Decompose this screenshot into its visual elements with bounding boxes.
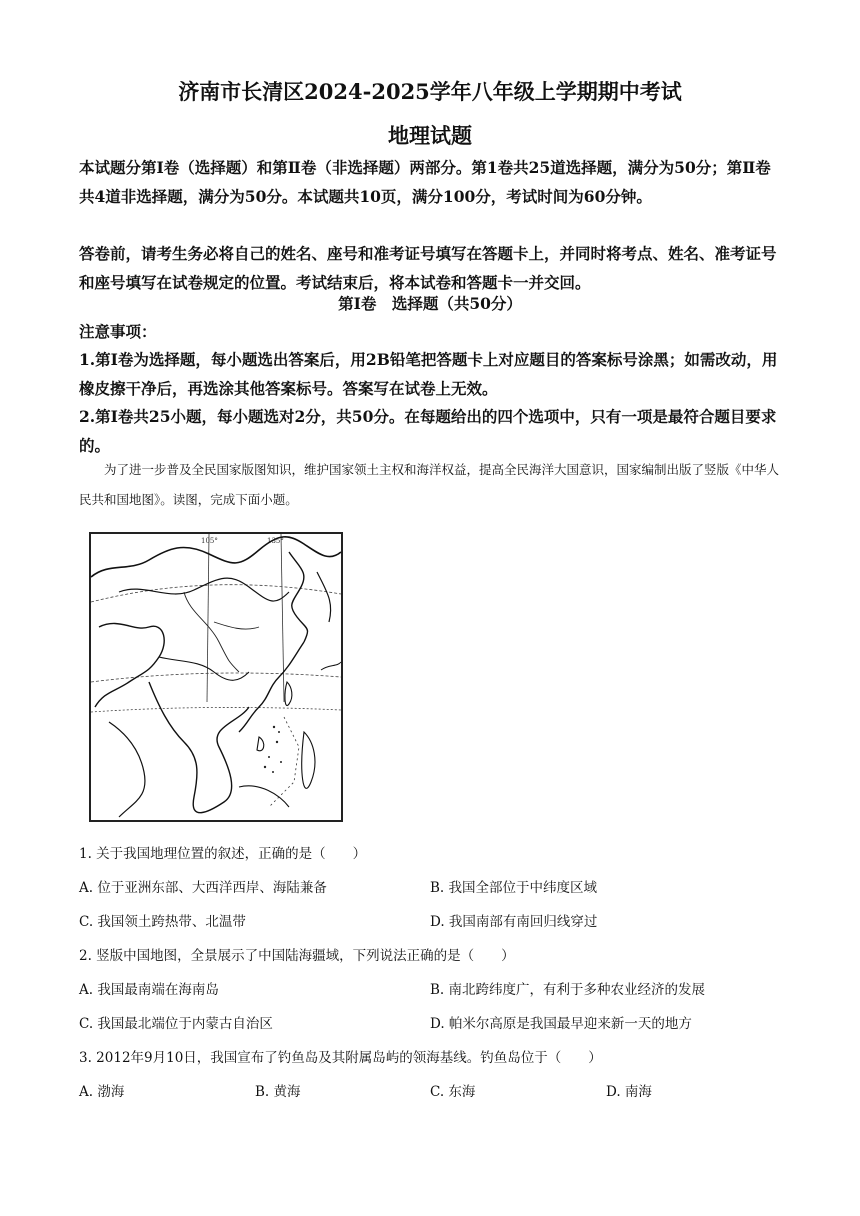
question-1-option-d: D. 我国南部有南回归线穿过 [430, 914, 598, 930]
exam-title: 济南市长清区2024-2025学年八年级上学期期中考试 [178, 79, 682, 104]
question-3-option-c: C. 东海 [430, 1084, 476, 1100]
question-3-stem: 3. 2012年9月10日，我国宣布了钓鱼岛及其附属岛屿的领海基线。钓鱼岛位于（ ） [79, 1050, 602, 1066]
question-intro: 为了进一步普及全民国家版图知识，维护国家领土主权和海洋权益，提高全民海洋大国意识，国家编制出版了竖版《中华人民共和国地图》。读图，完成下面小题。 [79, 462, 780, 507]
notes-title: 注意事项： [79, 322, 157, 341]
question-1-stem: 1. 关于我国地理位置的叙述，正确的是（ ） [79, 846, 367, 862]
instructions-paragraph-1: 本试题分第I卷（选择题）和第Ⅱ卷（非选择题）两部分。第1卷共25道选择题，满分为50分；第Ⅱ卷共4道非选择题，满分为50分。本试题共10页，满分100分，考试时间为60分钟。 [79, 158, 771, 206]
section-heading: 第I卷 选择题（共50分） [338, 294, 522, 313]
question-2-option-b: B. 南北跨纬度广，有利于多种农业经济的发展 [430, 982, 706, 998]
meridian-label-135: 135° [267, 537, 284, 545]
exam-subtitle: 地理试题 [388, 123, 472, 148]
question-3-option-b: B. 黄海 [255, 1084, 301, 1100]
question-1-option-a: A. 位于亚洲东部、大西洋西岸、海陆兼备 [79, 880, 327, 896]
question-1-option-b: B. 我国全部位于中纬度区域 [430, 880, 598, 896]
question-2-stem: 2. 竖版中国地图，全景展示了中国陆海疆域，下列说法正确的是（ ） [79, 948, 515, 964]
question-2-option-d: D. 帕米尔高原是我国最早迎来新一天的地方 [430, 1016, 692, 1032]
china-map-figure [89, 532, 343, 822]
question-3-option-a: A. 渤海 [79, 1084, 125, 1100]
instructions-paragraph-2: 答卷前，请考生务必将自己的姓名、座号和准考证号填写在答题卡上，并同时将考点、姓名、准考证号和座号填写在试卷规定的位置。考试结束后，将本试卷和答题卡一并交回。 [79, 244, 777, 292]
question-3-option-d: D. 南海 [606, 1084, 652, 1100]
question-2-option-c: C. 我国最北端位于内蒙古自治区 [79, 1016, 273, 1032]
note-1: 1.第I卷为选择题，每小题选出答案后，用2B铅笔把答题卡上对应题目的答案标号涂黑；如需改动，用橡皮擦干净后，再选涂其他答案标号。答案写在试卷上无效。 [79, 350, 778, 398]
question-1-option-c: C. 我国领土跨热带、北温带 [79, 914, 246, 930]
question-2-option-a: A. 我国最南端在海南岛 [79, 982, 219, 998]
note-2: 2.第Ⅰ卷共25小题，每小题选对2分，共50分。在每题给出的四个选项中，只有一项是最符合题目要求的。 [79, 407, 777, 455]
meridian-label-105: 105° [201, 537, 218, 545]
